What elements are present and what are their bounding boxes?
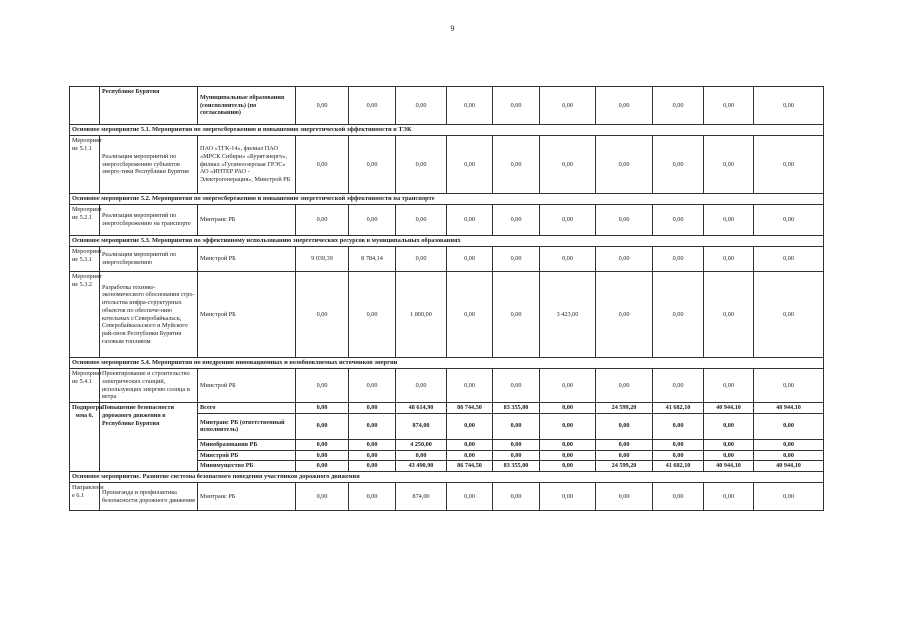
value-cell: 0,00 bbox=[349, 369, 396, 403]
value-cell: 43 490,90 bbox=[396, 461, 447, 472]
value-cell: 0,00 bbox=[754, 272, 824, 358]
event-name: Проектирование и строительство электрических станций, использующих энергию солнца и ветра bbox=[100, 369, 198, 403]
section-row bbox=[70, 236, 824, 247]
value-cell: 0,00 bbox=[540, 87, 596, 125]
executor: Всего bbox=[198, 403, 296, 414]
event-name: Пропаганда и профилактика безопасности дорожного движения bbox=[100, 483, 198, 511]
value-cell: 0,00 bbox=[704, 272, 754, 358]
section-row bbox=[70, 358, 824, 369]
value-cell: 8 784,14 bbox=[349, 247, 396, 272]
value-cell: 0,00 bbox=[540, 136, 596, 194]
value-cell: 0,00 bbox=[754, 483, 824, 511]
executor: Минстрой РБ bbox=[198, 247, 296, 272]
table-row bbox=[70, 205, 824, 236]
value-cell: 0,00 bbox=[349, 205, 396, 236]
value-cell: 0,00 bbox=[349, 483, 396, 511]
value-cell: 3 423,00 bbox=[540, 272, 596, 358]
value-cell: 0,00 bbox=[653, 413, 704, 439]
value-cell: 0,00 bbox=[396, 450, 447, 461]
value-cell: 0,00 bbox=[447, 205, 493, 236]
value-cell: 0,00 bbox=[296, 461, 349, 472]
value-cell: 41 682,10 bbox=[653, 461, 704, 472]
executor: Минимущество РБ bbox=[198, 461, 296, 472]
value-cell: 0,00 bbox=[653, 483, 704, 511]
section-title: Основное мероприятие 5.4. Мероприятия по внедрению инновационных и возобновляемых источников энергии bbox=[70, 358, 824, 369]
executor: Минстрой РБ bbox=[198, 369, 296, 403]
event-code: Мероприят ие 5.1.1 bbox=[70, 136, 100, 194]
value-cell: 83 355,00 bbox=[493, 403, 540, 414]
event-code: Мероприят ие 5.2.1 bbox=[70, 205, 100, 236]
value-cell: 0,00 bbox=[540, 205, 596, 236]
executor: Муниципальные образования (соисполнитель) (по согласованию) bbox=[198, 87, 296, 125]
value-cell: 0,00 bbox=[296, 483, 349, 511]
event-name: Разработка технико-экономического обоснования стро-ительства инфра-структурных объектов по обеспече-нию котельных г.Северобайкальск, Северобайкальского и Муйского рай-онов Республики Бурятия газовым топливом bbox=[100, 272, 198, 358]
value-cell: 0,00 bbox=[704, 369, 754, 403]
value-cell: 0,00 bbox=[653, 87, 704, 125]
event-code: Мероприят ие 5.4.1 bbox=[70, 369, 100, 403]
value-cell: 0,00 bbox=[349, 450, 396, 461]
value-cell: 0,00 bbox=[754, 87, 824, 125]
section-title: Основное мероприятие 5.1. Мероприятия по энергосбережению и повышению энергетической эффективности в ТЭК bbox=[70, 125, 824, 136]
value-cell: 40 944,10 bbox=[754, 461, 824, 472]
value-cell: 0,00 bbox=[296, 439, 349, 450]
value-cell: 874,00 bbox=[396, 483, 447, 511]
value-cell: 0,00 bbox=[493, 205, 540, 236]
value-cell: 0,00 bbox=[447, 272, 493, 358]
value-cell: 86 744,50 bbox=[447, 403, 493, 414]
value-cell: 0,00 bbox=[596, 272, 653, 358]
value-cell: 0,00 bbox=[754, 439, 824, 450]
table-row bbox=[70, 272, 824, 358]
value-cell: 0,00 bbox=[493, 247, 540, 272]
program-row bbox=[70, 403, 824, 414]
value-cell: 0,00 bbox=[754, 136, 824, 194]
value-cell: 0,00 bbox=[704, 413, 754, 439]
value-cell: 0,00 bbox=[493, 87, 540, 125]
value-cell: 83 355,00 bbox=[493, 461, 540, 472]
value-cell: 0,00 bbox=[540, 369, 596, 403]
value-cell: 0,00 bbox=[493, 439, 540, 450]
value-cell: 0,00 bbox=[396, 205, 447, 236]
value-cell: 0,00 bbox=[704, 439, 754, 450]
value-cell: 0,00 bbox=[349, 87, 396, 125]
value-cell: 0,00 bbox=[704, 136, 754, 194]
section-row bbox=[70, 125, 824, 136]
value-cell: 0,00 bbox=[540, 439, 596, 450]
executor: Минтранс РБ bbox=[198, 483, 296, 511]
executor: Минстрой РБ bbox=[198, 450, 296, 461]
value-cell: 0,00 bbox=[447, 439, 493, 450]
value-cell: 0,00 bbox=[493, 483, 540, 511]
value-cell: 0,00 bbox=[653, 205, 704, 236]
section-row bbox=[70, 194, 824, 205]
value-cell: 0,00 bbox=[596, 136, 653, 194]
value-cell: 0,00 bbox=[540, 413, 596, 439]
executor: Минобразования РБ bbox=[198, 439, 296, 450]
value-cell: 0,00 bbox=[396, 87, 447, 125]
value-cell: 0,00 bbox=[704, 87, 754, 125]
program-code: Подпрогра мма 6. bbox=[70, 403, 100, 472]
section-title: Основное мероприятие 5.2. Мероприятия по энергосбережению и повышению энергетической эффективности на транспорте bbox=[70, 194, 824, 205]
value-cell: 0,00 bbox=[349, 439, 396, 450]
value-cell: 0,00 bbox=[493, 272, 540, 358]
value-cell: 0,00 bbox=[296, 205, 349, 236]
value-cell: 0,00 bbox=[754, 450, 824, 461]
value-cell: 0,00 bbox=[396, 136, 447, 194]
value-cell: 0,00 bbox=[653, 272, 704, 358]
value-cell: 0,00 bbox=[447, 369, 493, 403]
program-name: Повышение безопасности дорожного движения в Республике Бурятия bbox=[100, 403, 198, 472]
value-cell: 0,00 bbox=[396, 247, 447, 272]
executor: Минстрой РБ bbox=[198, 272, 296, 358]
event-code: Мероприят ие 5.3.2 bbox=[70, 272, 100, 358]
value-cell: 40 944,10 bbox=[704, 403, 754, 414]
value-cell: 0,00 bbox=[296, 369, 349, 403]
value-cell: 0,00 bbox=[296, 272, 349, 358]
value-cell: 0,00 bbox=[493, 450, 540, 461]
value-cell: 0,00 bbox=[540, 403, 596, 414]
value-cell: 0,00 bbox=[540, 247, 596, 272]
value-cell: 0,00 bbox=[447, 450, 493, 461]
event-name: Республике Бурятия bbox=[100, 87, 198, 125]
value-cell: 0,00 bbox=[754, 205, 824, 236]
value-cell: 0,00 bbox=[349, 403, 396, 414]
value-cell: 0,00 bbox=[540, 483, 596, 511]
section-row bbox=[70, 472, 824, 483]
value-cell: 0,00 bbox=[349, 461, 396, 472]
value-cell: 0,00 bbox=[704, 205, 754, 236]
value-cell: 0,00 bbox=[596, 483, 653, 511]
value-cell: 1 800,00 bbox=[396, 272, 447, 358]
value-cell: 40 944,10 bbox=[754, 403, 824, 414]
value-cell: 0,00 bbox=[447, 413, 493, 439]
value-cell: 0,00 bbox=[596, 247, 653, 272]
value-cell: 0,00 bbox=[447, 136, 493, 194]
value-cell: 0,00 bbox=[493, 136, 540, 194]
value-cell: 0,00 bbox=[596, 87, 653, 125]
value-cell: 0,00 bbox=[493, 413, 540, 439]
event-name: Реализация мероприятий по энергосбережению субъектов энерге-тики Республики Бурятия bbox=[100, 136, 198, 194]
value-cell: 41 682,10 bbox=[653, 403, 704, 414]
value-cell: 0,00 bbox=[704, 483, 754, 511]
value-cell: 86 744,50 bbox=[447, 461, 493, 472]
value-cell: 24 599,20 bbox=[596, 461, 653, 472]
value-cell: 0,00 bbox=[349, 413, 396, 439]
value-cell: 0,00 bbox=[349, 272, 396, 358]
value-cell: 0,00 bbox=[596, 369, 653, 403]
value-cell: 0,00 bbox=[596, 439, 653, 450]
value-cell: 4 250,00 bbox=[396, 439, 447, 450]
value-cell: 0,00 bbox=[493, 369, 540, 403]
value-cell: 0,00 bbox=[296, 450, 349, 461]
value-cell: 0,00 bbox=[447, 87, 493, 125]
value-cell: 0,00 bbox=[296, 136, 349, 194]
value-cell: 0,00 bbox=[653, 136, 704, 194]
event-code: Направлени е 6.1 bbox=[70, 483, 100, 511]
event-code bbox=[70, 87, 100, 125]
value-cell: 0,00 bbox=[704, 247, 754, 272]
value-cell: 0,00 bbox=[596, 205, 653, 236]
section-title: Основное мероприятие. Развитие системы безопасного поведения участников дорожного движения bbox=[70, 472, 824, 483]
value-cell: 0,00 bbox=[540, 461, 596, 472]
table-row bbox=[70, 483, 824, 511]
value-cell: 0,00 bbox=[754, 413, 824, 439]
value-cell: 0,00 bbox=[447, 247, 493, 272]
table-row bbox=[70, 136, 824, 194]
table-row bbox=[70, 369, 824, 403]
value-cell: 0,00 bbox=[296, 403, 349, 414]
value-cell: 874,00 bbox=[396, 413, 447, 439]
event-name: Реализация мероприятий по энергосбережению bbox=[100, 247, 198, 272]
executor: Минтранс РБ bbox=[198, 205, 296, 236]
value-cell: 0,00 bbox=[349, 136, 396, 194]
event-code: Мероприят ие 5.3.1 bbox=[70, 247, 100, 272]
section-title: Основное мероприятие 5.3. Мероприятия по эффективному использованию энергетических ресурсов в муниципальных образованиях bbox=[70, 236, 824, 247]
value-cell: 0,00 bbox=[540, 450, 596, 461]
value-cell: 0,00 bbox=[596, 450, 653, 461]
value-cell: 0,00 bbox=[653, 439, 704, 450]
table-row bbox=[70, 87, 824, 125]
value-cell: 48 614,90 bbox=[396, 403, 447, 414]
value-cell: 0,00 bbox=[296, 413, 349, 439]
value-cell: 0,00 bbox=[704, 450, 754, 461]
executor: ПАО «ТГК-14», филиал ПАО «МРСК Сибири» «Бурятэнерго», филиал «Гусиноозерская ГРЭС» АО «ИНТЕР РАО - Электрогенерация», Минстрой РБ bbox=[198, 136, 296, 194]
value-cell: 40 944,10 bbox=[704, 461, 754, 472]
value-cell: 0,00 bbox=[653, 450, 704, 461]
value-cell: 9 039,39 bbox=[296, 247, 349, 272]
event-name: Реализация мероприятий по энергосбережению на транспорте bbox=[100, 205, 198, 236]
page-number: 9 bbox=[450, 24, 455, 33]
value-cell: 0,00 bbox=[296, 87, 349, 125]
budget-table bbox=[69, 86, 824, 511]
value-cell: 24 599,20 bbox=[596, 403, 653, 414]
table-row bbox=[70, 247, 824, 272]
value-cell: 0,00 bbox=[754, 247, 824, 272]
value-cell: 0,00 bbox=[447, 483, 493, 511]
value-cell: 0,00 bbox=[754, 369, 824, 403]
value-cell: 0,00 bbox=[653, 369, 704, 403]
value-cell: 0,00 bbox=[653, 247, 704, 272]
executor: Минтранс РБ (ответственный исполнитель) bbox=[198, 413, 296, 439]
value-cell: 0,00 bbox=[396, 369, 447, 403]
value-cell: 0,00 bbox=[596, 413, 653, 439]
